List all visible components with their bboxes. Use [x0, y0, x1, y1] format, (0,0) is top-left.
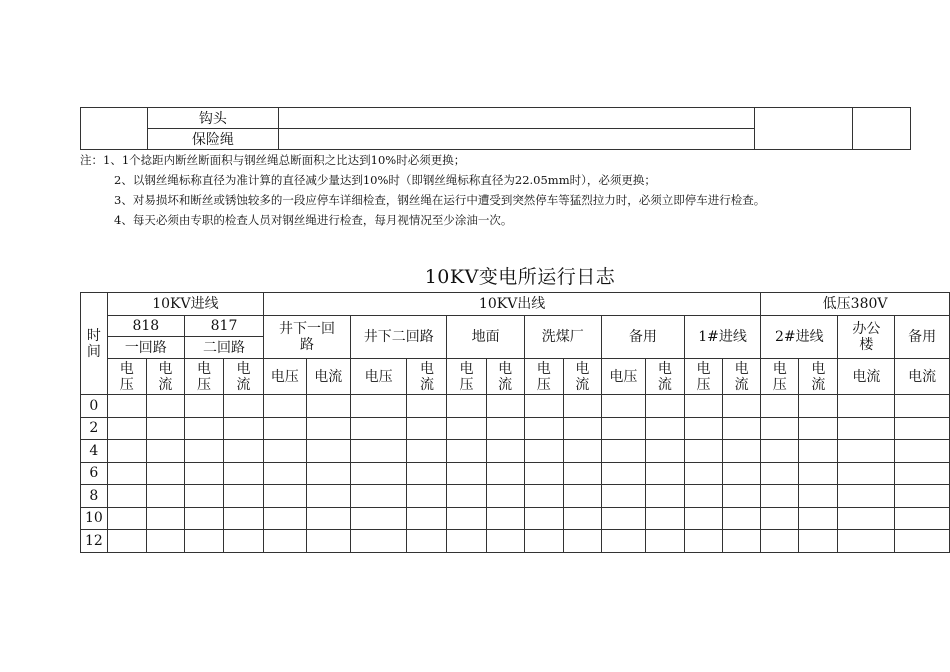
- log-cell[interactable]: [799, 462, 838, 485]
- log-cell[interactable]: [264, 395, 306, 418]
- current-header: 电流: [407, 359, 447, 395]
- log-cell[interactable]: [224, 507, 264, 530]
- log-cell[interactable]: [306, 462, 350, 485]
- log-cell[interactable]: [723, 417, 761, 440]
- time-cell: 2: [81, 417, 108, 440]
- log-cell[interactable]: [645, 395, 684, 418]
- log-cell[interactable]: [524, 462, 563, 485]
- voltage-header: 电压: [264, 359, 306, 395]
- log-cell[interactable]: [684, 485, 722, 508]
- log-cell[interactable]: [146, 395, 184, 418]
- log-cell[interactable]: [895, 485, 950, 508]
- log-cell[interactable]: [761, 462, 799, 485]
- equipment-value-cell[interactable]: [278, 129, 754, 150]
- log-cell[interactable]: [684, 530, 722, 553]
- log-cell[interactable]: [524, 485, 563, 508]
- log-cell[interactable]: [645, 485, 684, 508]
- measurement-header-row: [81, 359, 950, 395]
- table-row: [81, 530, 950, 553]
- log-cell[interactable]: [895, 440, 950, 463]
- log-cell[interactable]: [146, 530, 184, 553]
- log-cell[interactable]: [723, 485, 761, 508]
- log-cell[interactable]: [224, 395, 264, 418]
- log-cell[interactable]: [107, 462, 146, 485]
- log-title: 10KV变电所运行日志: [424, 266, 616, 288]
- log-cell[interactable]: [645, 417, 684, 440]
- log-cell[interactable]: [306, 530, 350, 553]
- log-cell[interactable]: [447, 440, 486, 463]
- log-cell[interactable]: [146, 485, 184, 508]
- log-cell[interactable]: [146, 417, 184, 440]
- equipment-blank-cell[interactable]: [755, 108, 853, 150]
- log-cell[interactable]: [838, 462, 895, 485]
- log-cell[interactable]: [486, 507, 524, 530]
- operation-log-table: [80, 292, 950, 553]
- incoming-group-header: 10KV进线: [107, 293, 263, 316]
- log-cell[interactable]: [799, 440, 838, 463]
- log-cell[interactable]: [645, 530, 684, 553]
- log-cell[interactable]: [563, 462, 601, 485]
- log-cell[interactable]: [224, 462, 264, 485]
- log-cell[interactable]: [895, 417, 950, 440]
- log-cell[interactable]: [486, 417, 524, 440]
- log-cell[interactable]: [645, 462, 684, 485]
- log-cell[interactable]: [447, 417, 486, 440]
- log-cell[interactable]: [601, 530, 645, 553]
- log-cell[interactable]: [601, 440, 645, 463]
- log-cell[interactable]: [563, 530, 601, 553]
- header-row: [81, 293, 950, 316]
- log-cell[interactable]: [838, 417, 895, 440]
- log-cell[interactable]: [447, 530, 486, 553]
- log-cell[interactable]: [563, 485, 601, 508]
- log-cell[interactable]: [447, 462, 486, 485]
- log-cell[interactable]: [761, 395, 799, 418]
- log-cell[interactable]: [350, 462, 406, 485]
- log-cell[interactable]: [107, 440, 146, 463]
- time-cell: 8: [81, 485, 108, 508]
- low-voltage-spare-header: 备用: [895, 316, 950, 359]
- log-cell[interactable]: [684, 395, 722, 418]
- log-cell[interactable]: [107, 530, 146, 553]
- log-cell[interactable]: [146, 440, 184, 463]
- notes-block: [80, 150, 940, 230]
- current-header: 电流: [486, 359, 524, 395]
- log-cell[interactable]: [799, 417, 838, 440]
- time-cell: 4: [81, 440, 108, 463]
- equipment-blank-cell: [81, 108, 148, 150]
- log-cell[interactable]: [895, 530, 950, 553]
- note-line-1: 注：1、1个捻距内断丝断面积与钢丝绳总断面积之比达到10%时必须更换；: [80, 153, 466, 167]
- note-line-4: 4、每天必须由专职的检查人员对钢丝绳进行检查，每月视情况至少涂油一次。: [114, 213, 513, 227]
- log-cell[interactable]: [684, 462, 722, 485]
- table-row: [81, 417, 950, 440]
- log-cell[interactable]: [799, 395, 838, 418]
- log-cell[interactable]: [407, 440, 447, 463]
- log-cell[interactable]: [895, 395, 950, 418]
- low-voltage-group-header: 低压380V: [761, 293, 950, 316]
- log-cell[interactable]: [601, 485, 645, 508]
- log-cell[interactable]: [684, 440, 722, 463]
- low-voltage-incoming-2-header: 2#进线: [761, 316, 838, 359]
- log-cell[interactable]: [524, 440, 563, 463]
- log-cell[interactable]: [838, 530, 895, 553]
- voltage-header: 电压: [601, 359, 645, 395]
- log-cell[interactable]: [306, 507, 350, 530]
- underground-circuit-1-header: 井下一回路: [264, 316, 351, 359]
- current-header: 电流: [563, 359, 601, 395]
- log-cell[interactable]: [486, 462, 524, 485]
- log-cell[interactable]: [723, 462, 761, 485]
- log-cell[interactable]: [524, 395, 563, 418]
- log-cell[interactable]: [184, 440, 223, 463]
- log-cell[interactable]: [723, 440, 761, 463]
- low-voltage-incoming-1-header: 1#进线: [684, 316, 760, 359]
- log-cell[interactable]: [107, 417, 146, 440]
- log-cell[interactable]: [350, 530, 406, 553]
- log-cell[interactable]: [723, 530, 761, 553]
- table-row: [81, 507, 950, 530]
- log-cell[interactable]: [306, 395, 350, 418]
- current-header: 电流: [306, 359, 350, 395]
- log-cell[interactable]: [799, 485, 838, 508]
- log-cell[interactable]: [184, 507, 223, 530]
- log-cell[interactable]: [184, 485, 223, 508]
- log-cell[interactable]: [563, 507, 601, 530]
- voltage-header: 电压: [107, 359, 146, 395]
- outgoing-spare-header: 备用: [601, 316, 684, 359]
- voltage-header: 电压: [184, 359, 223, 395]
- log-cell[interactable]: [895, 507, 950, 530]
- log-cell[interactable]: [684, 417, 722, 440]
- log-cell[interactable]: [184, 395, 223, 418]
- log-cell[interactable]: [563, 417, 601, 440]
- log-cell[interactable]: [306, 417, 350, 440]
- log-cell[interactable]: [761, 485, 799, 508]
- log-cell[interactable]: [350, 485, 406, 508]
- log-cell[interactable]: [761, 440, 799, 463]
- log-cell[interactable]: [350, 395, 406, 418]
- log-cell[interactable]: [407, 485, 447, 508]
- log-cell[interactable]: [799, 530, 838, 553]
- log-cell[interactable]: [107, 395, 146, 418]
- log-cell[interactable]: [761, 507, 799, 530]
- log-cell[interactable]: [407, 507, 447, 530]
- log-cell[interactable]: [761, 530, 799, 553]
- time-header: 时间: [81, 293, 108, 395]
- log-cell[interactable]: [447, 485, 486, 508]
- header-row: [81, 316, 950, 337]
- log-cell[interactable]: [264, 462, 306, 485]
- log-cell[interactable]: [645, 507, 684, 530]
- log-cell[interactable]: [684, 507, 722, 530]
- voltage-header: 电压: [350, 359, 406, 395]
- surface-header: 地面: [447, 316, 524, 359]
- note-line-2: 2、以钢丝绳标称直径为准计算的直径减少量达到10%时（即钢丝绳标称直径为22.05mm时），必须更换；: [114, 173, 656, 187]
- log-cell[interactable]: [486, 395, 524, 418]
- log-cell[interactable]: [563, 395, 601, 418]
- time-cell: 0: [81, 395, 108, 418]
- log-cell[interactable]: [524, 530, 563, 553]
- log-cell[interactable]: [407, 417, 447, 440]
- current-header: 电流: [723, 359, 761, 395]
- log-cell[interactable]: [146, 507, 184, 530]
- log-cell[interactable]: [264, 530, 306, 553]
- current-header: 电流: [224, 359, 264, 395]
- equipment-blank-cell[interactable]: [853, 108, 911, 150]
- equipment-item-hook: 钩头: [147, 108, 278, 129]
- equipment-row: [81, 108, 911, 129]
- log-cell[interactable]: [350, 417, 406, 440]
- log-cell[interactable]: [645, 440, 684, 463]
- log-cell[interactable]: [486, 485, 524, 508]
- log-cell[interactable]: [184, 530, 223, 553]
- time-cell: 6: [81, 462, 108, 485]
- table-row: [81, 485, 950, 508]
- log-cell[interactable]: [723, 395, 761, 418]
- log-cell[interactable]: [838, 507, 895, 530]
- line-817-header: 817: [184, 316, 263, 337]
- log-cell[interactable]: [838, 485, 895, 508]
- equipment-value-cell[interactable]: [278, 108, 754, 129]
- table-row: [81, 462, 950, 485]
- log-cell[interactable]: [306, 440, 350, 463]
- table-row: [81, 440, 950, 463]
- office-building-header: 办公楼: [838, 316, 895, 359]
- current-header: 电流: [895, 359, 950, 395]
- log-cell[interactable]: [601, 507, 645, 530]
- log-cell[interactable]: [486, 440, 524, 463]
- equipment-item-safety-rope: 保险绳: [147, 129, 278, 150]
- log-cell[interactable]: [184, 417, 223, 440]
- time-cell: 10: [81, 507, 108, 530]
- log-cell[interactable]: [761, 417, 799, 440]
- coal-washing-plant-header: 洗煤厂: [524, 316, 601, 359]
- log-cell[interactable]: [407, 530, 447, 553]
- log-cell[interactable]: [264, 507, 306, 530]
- log-cell[interactable]: [799, 507, 838, 530]
- log-cell[interactable]: [264, 485, 306, 508]
- log-cell[interactable]: [601, 417, 645, 440]
- log-cell[interactable]: [601, 462, 645, 485]
- voltage-header: 电压: [524, 359, 563, 395]
- current-header: 电流: [645, 359, 684, 395]
- log-cell[interactable]: [350, 440, 406, 463]
- log-cell[interactable]: [224, 530, 264, 553]
- circuit-2-header: 二回路: [184, 337, 263, 359]
- underground-circuit-2-header: 井下二回路: [350, 316, 447, 359]
- voltage-header: 电压: [447, 359, 486, 395]
- log-cell[interactable]: [407, 395, 447, 418]
- line-818-header: 818: [107, 316, 184, 337]
- current-header: 电流: [799, 359, 838, 395]
- log-cell[interactable]: [184, 462, 223, 485]
- log-cell[interactable]: [264, 440, 306, 463]
- note-line-3: 3、对易损坏和断丝或锈蚀较多的一段应停车详细检查，钢丝绳在运行中遭受到突然停车等猛烈拉力时，必须立即停车进行检查。: [114, 193, 766, 207]
- log-cell[interactable]: [524, 507, 563, 530]
- log-cell[interactable]: [224, 485, 264, 508]
- log-cell[interactable]: [107, 485, 146, 508]
- equipment-table: [80, 107, 911, 150]
- outgoing-group-header: 10KV出线: [264, 293, 761, 316]
- log-cell[interactable]: [895, 462, 950, 485]
- current-header: 电流: [838, 359, 895, 395]
- voltage-header: 电压: [761, 359, 799, 395]
- log-cell[interactable]: [601, 395, 645, 418]
- circuit-1-header: 一回路: [107, 337, 184, 359]
- log-cell[interactable]: [447, 507, 486, 530]
- log-cell[interactable]: [838, 395, 895, 418]
- log-cell[interactable]: [224, 440, 264, 463]
- table-row: [81, 395, 950, 418]
- log-cell[interactable]: [107, 507, 146, 530]
- log-cell[interactable]: [486, 530, 524, 553]
- log-cell[interactable]: [407, 462, 447, 485]
- time-cell: 12: [81, 530, 108, 553]
- log-cell[interactable]: [447, 395, 486, 418]
- log-cell[interactable]: [524, 417, 563, 440]
- log-cell[interactable]: [563, 440, 601, 463]
- log-cell[interactable]: [306, 485, 350, 508]
- log-cell[interactable]: [838, 440, 895, 463]
- current-header: 电流: [146, 359, 184, 395]
- log-cell[interactable]: [264, 417, 306, 440]
- voltage-header: 电压: [684, 359, 722, 395]
- log-cell[interactable]: [350, 507, 406, 530]
- log-cell[interactable]: [146, 462, 184, 485]
- log-cell[interactable]: [723, 507, 761, 530]
- log-cell[interactable]: [224, 417, 264, 440]
